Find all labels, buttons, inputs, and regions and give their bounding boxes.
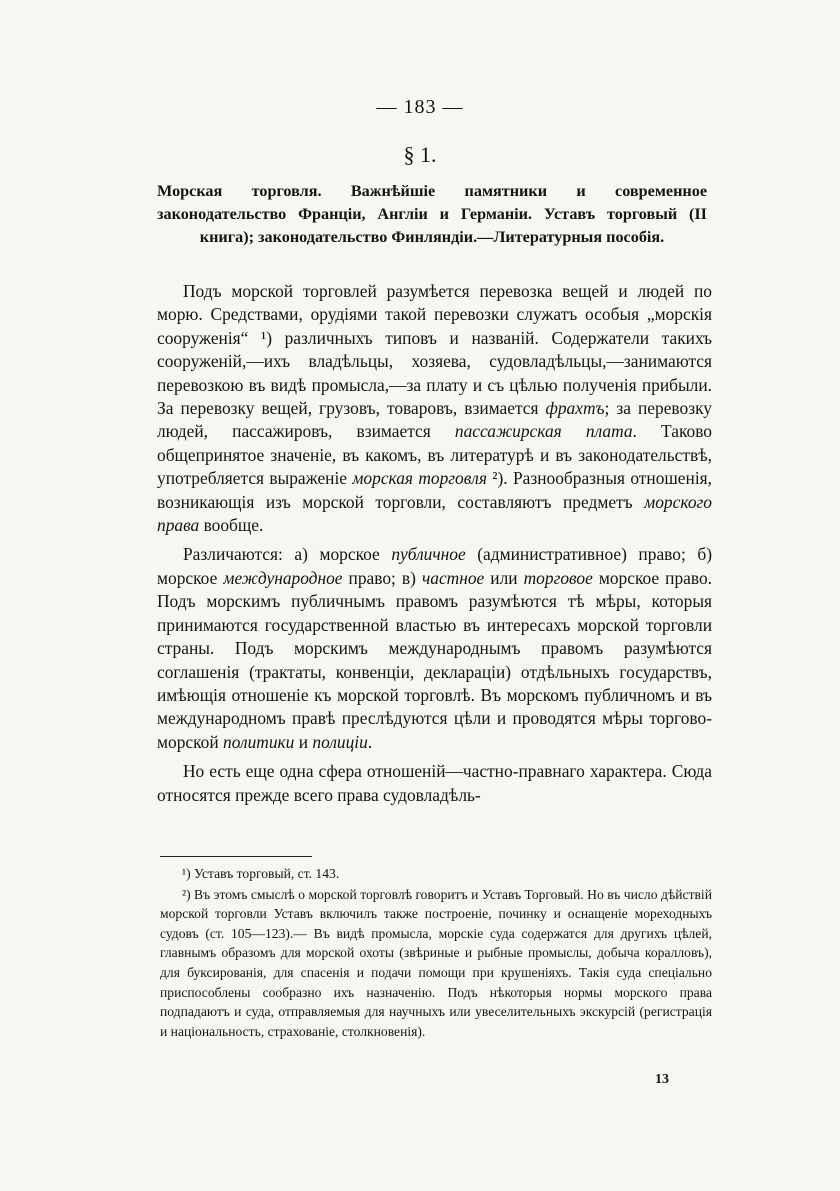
section-mark: § 1. (403, 142, 437, 167)
signature-mark: 13 (655, 1072, 669, 1087)
body-text (157, 280, 712, 807)
footnote-1: ¹) Уставъ торговый, ст. 143. (182, 866, 340, 881)
paragraph-1: Подъ морской торговлей разумѣется перевозка вещей и людей по морю. Средствами, орудіями такой перевозки служатъ особыя „морскія сооруженія“ ¹) различныхъ типовъ и названій. Содержатели такихъ сооруженій,—ихъ владѣльцы, хозяева, судовладѣльцы,—занимаются перевозкою въ видѣ промысла,—за плату и съ цѣлью полученія прибыли. За перевозку вещей, грузовъ, товаровъ, взимается фрахтъ; за перевозку людей, пассажировъ, взимается пассажирская плата. Таково общепринятое значеніе, въ какомъ, въ литературѣ и въ законодательствѣ, употребляется выраженіе морская торговля ²). Разнообразныя отношенія, возникающія изъ морской торговли, составляютъ предметъ морского права вообще. (157, 281, 713, 536)
section-heading: Морская торговля. Важнѣйшіе памятники и современное законодательство Франціи, Англіи и Германіи. Уставъ торговый (II книга); законодательство Финляндіи.—Литературныя пособія. (157, 182, 707, 246)
footnote-2: ²) Въ этомъ смыслѣ о морской торговлѣ говоритъ и Уставъ Торговый. Но въ число дѣйствій морской торговли Уставъ включилъ также построеніе, починку и оснащеніе мореходныхъ судовъ (ст. 105—123).— Въ видѣ промысла, морскіе суда содержатся для другихъ цѣлей, главнымъ образомъ для морской охоты (звѣриные и рыбные промыслы, добыча коралловъ), для буксированія, для спасенія и подачи помощи при крушеніяхъ. Такія суда спеціально приспособлены сообразно ихъ назначенію. Подъ нѣкоторыя нормы морского права подпадаютъ и суда, отправляемыя для научныхъ или увеселительныхъ экскурсій (регистрація и національность, страхованіе, столкновенія). (160, 886, 712, 1039)
paragraph-3: Но есть еще одна сфера отношеній—частно-правнаго характера. Сюда относятся прежде всего права судовладѣль- (157, 761, 712, 805)
page-number: — 183 — (376, 96, 464, 118)
footnotes (160, 864, 712, 1041)
paragraph-2: Различаются: а) морское публичное (административное) право; б) морское международное право; в) частное или торговое морское право. Подъ морскимъ публичнымъ правомъ разумѣются тѣ мѣры, которыя принимаются государственной властью въ интересахъ морской торговли страны. Подъ морскимъ международнымъ правомъ разумѣются соглашенія (трактаты, конвенціи, деклараціи) отдѣльныхъ государствъ, имѣющія отношеніе къ морской торговлѣ. Въ морскомъ публичномъ и въ международномъ правѣ преслѣдуются цѣли и проводятся мѣры торгово-морской политики и полиціи. (157, 544, 713, 752)
footnote-divider (160, 856, 312, 857)
